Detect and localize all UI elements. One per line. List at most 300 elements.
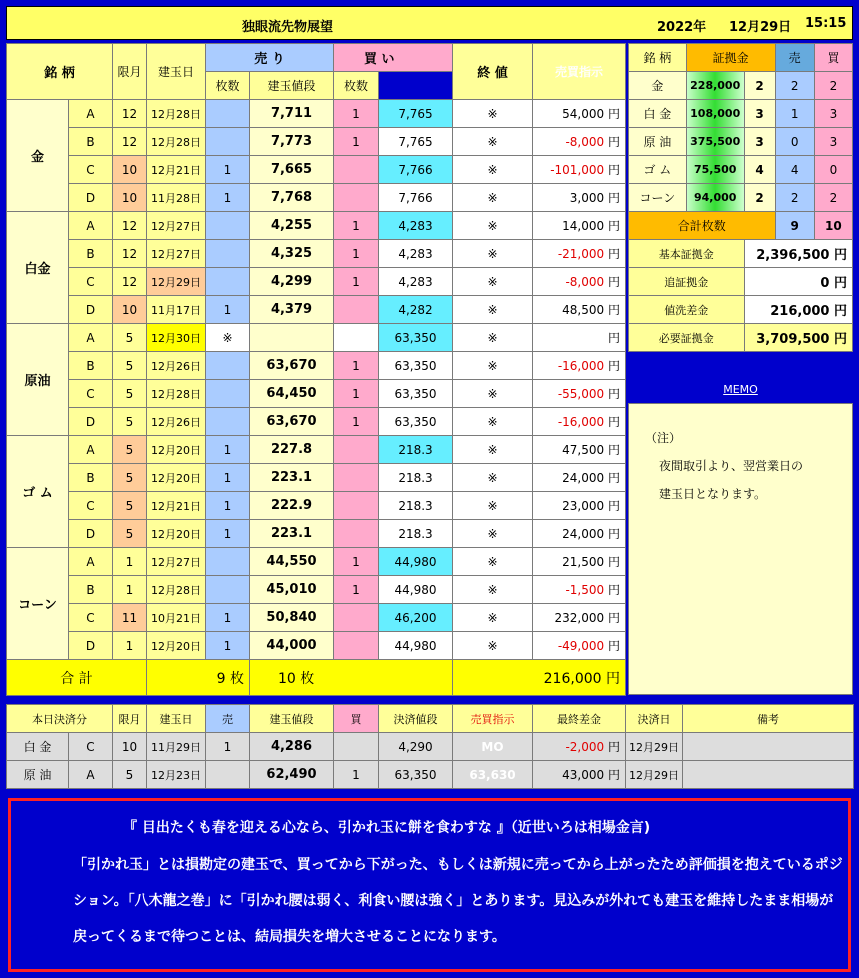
sell-qty: 1 — [206, 296, 250, 324]
buy-qty — [334, 324, 379, 352]
signal-cell: ※ — [453, 436, 533, 464]
settle-buy: 1 — [334, 761, 379, 789]
margin-name: ゴ ム — [629, 156, 687, 184]
settle-signal: 63,630 — [453, 761, 533, 789]
buy-qty: 1 — [334, 128, 379, 156]
page-title: 独眼流先物展望 — [242, 20, 334, 35]
mark-to-market: -8,000 円 — [533, 268, 626, 296]
entry-date: 10月21日 — [147, 604, 206, 632]
sell-qty — [206, 576, 250, 604]
signal-cell: ※ — [453, 576, 533, 604]
mark-to-market: -16,000 円 — [533, 352, 626, 380]
margin-table — [628, 43, 853, 352]
contract-code: A — [69, 324, 113, 352]
contract-month: 12 — [113, 128, 147, 156]
summary-row — [629, 324, 853, 352]
margin-row — [629, 72, 853, 100]
margin-sell: 4 — [775, 156, 814, 184]
settle-day: 12月29日 — [626, 761, 683, 789]
entry-price: 7,773 — [250, 128, 334, 156]
contract-code: C — [69, 604, 113, 632]
mark-to-market: 47,500 円 — [533, 436, 626, 464]
close-price: 63,350 — [379, 380, 453, 408]
commodity-name: 原油 — [7, 324, 69, 436]
commodity-name: ゴ ム — [7, 436, 69, 548]
position-row — [7, 212, 626, 240]
settle-col-header: 売買指示 — [453, 705, 533, 733]
contract-month: 5 — [113, 464, 147, 492]
settle-note — [683, 733, 854, 761]
settle-sell: 1 — [206, 733, 250, 761]
buy-qty: 1 — [334, 380, 379, 408]
summary-row — [629, 240, 853, 268]
margin-buy: 0 — [814, 156, 852, 184]
contract-month: 5 — [113, 520, 147, 548]
col-signal: 売買指示 — [533, 44, 626, 100]
margin-amount: 75,500 — [686, 156, 744, 184]
position-row — [7, 296, 626, 324]
settle-col-header: 決済日 — [626, 705, 683, 733]
buy-qty: 1 — [334, 268, 379, 296]
total-label: 合 計 — [7, 660, 147, 696]
margin-hdr-name: 銘 柄 — [629, 44, 687, 72]
settle-date: 12月23日 — [147, 761, 206, 789]
summary-value: 0 円 — [744, 268, 852, 296]
margin-lots: 2 — [744, 72, 775, 100]
settle-diff: -2,000 円 — [533, 733, 626, 761]
settle-price: 4,286 — [250, 733, 334, 761]
sell-qty: 1 — [206, 156, 250, 184]
entry-price: 50,840 — [250, 604, 334, 632]
total-sell: 9 枚 — [147, 660, 250, 696]
settle-col-header: 買 — [334, 705, 379, 733]
entry-price: 7,768 — [250, 184, 334, 212]
mark-to-market: 24,000 円 — [533, 520, 626, 548]
memo-link[interactable]: MEMO — [628, 379, 853, 403]
margin-lots: 2 — [744, 184, 775, 212]
margin-name: 金 — [629, 72, 687, 100]
sell-qty — [206, 212, 250, 240]
settle-price: 62,490 — [250, 761, 334, 789]
time-label: 15:15 — [805, 16, 847, 31]
margin-row — [629, 184, 853, 212]
buy-qty: 1 — [334, 576, 379, 604]
close-price: 44,980 — [379, 548, 453, 576]
buy-qty — [334, 296, 379, 324]
buy-qty — [334, 156, 379, 184]
position-row — [7, 380, 626, 408]
entry-date: 12月27日 — [147, 212, 206, 240]
sell-qty: 1 — [206, 520, 250, 548]
contract-code: B — [69, 576, 113, 604]
signal-cell: ※ — [453, 520, 533, 548]
mark-to-market: 23,000 円 — [533, 492, 626, 520]
entry-date: 12月20日 — [147, 436, 206, 464]
margin-amount: 108,000 — [686, 100, 744, 128]
summary-label: 値洗差金 — [629, 296, 745, 324]
settle-col-header: 限月 — [113, 705, 147, 733]
settle-close: 63,350 — [379, 761, 453, 789]
settle-col-header: 売 — [206, 705, 250, 733]
mark-to-market: -8,000 円 — [533, 128, 626, 156]
contract-month: 5 — [113, 408, 147, 436]
close-price: 218.3 — [379, 492, 453, 520]
margin-sell: 0 — [775, 128, 814, 156]
margin-hdr-sell: 売 — [775, 44, 814, 72]
entry-price: 63,670 — [250, 352, 334, 380]
signal-cell: ※ — [453, 296, 533, 324]
margin-buy: 3 — [814, 100, 852, 128]
contract-month: 5 — [113, 492, 147, 520]
signal-cell: ※ — [453, 464, 533, 492]
entry-price: 4,299 — [250, 268, 334, 296]
memo-line: 夜間取引より、翌営業日の — [659, 459, 804, 473]
settle-col-header: 決済値段 — [379, 705, 453, 733]
close-price: 4,283 — [379, 268, 453, 296]
sell-qty — [206, 380, 250, 408]
margin-hdr-amount: 証拠金 — [686, 44, 775, 72]
summary-value: 216,000 円 — [744, 296, 852, 324]
mark-to-market: 3,000 円 — [533, 184, 626, 212]
mark-to-market: 円 — [533, 324, 626, 352]
close-price: 63,350 — [379, 408, 453, 436]
memo-box — [628, 403, 853, 695]
signal-cell: ※ — [453, 604, 533, 632]
buy-qty — [334, 604, 379, 632]
signal-cell: ※ — [453, 380, 533, 408]
col-uri: 売 り — [206, 44, 334, 72]
signal-cell: ※ — [453, 548, 533, 576]
settlement-table — [6, 704, 854, 789]
mark-to-market: -1,500 円 — [533, 576, 626, 604]
settle-note — [683, 761, 854, 789]
buy-qty — [334, 436, 379, 464]
commodity-name: 金 — [7, 100, 69, 212]
contract-month: 12 — [113, 268, 147, 296]
entry-date: 12月20日 — [147, 520, 206, 548]
mark-to-market: 14,000 円 — [533, 212, 626, 240]
summary-value: 3,709,500 円 — [744, 324, 852, 352]
count-sell: 9 — [775, 212, 814, 240]
signal-cell: ※ — [453, 212, 533, 240]
position-row — [7, 464, 626, 492]
col-owarine: 終 値 — [453, 44, 533, 100]
buy-qty — [334, 520, 379, 548]
signal-cell: ※ — [453, 632, 533, 660]
sell-qty — [206, 352, 250, 380]
entry-date: 12月26日 — [147, 408, 206, 436]
settle-code: C — [69, 733, 113, 761]
contract-code: C — [69, 380, 113, 408]
contract-month: 5 — [113, 324, 147, 352]
position-row — [7, 632, 626, 660]
margin-name: 白 金 — [629, 100, 687, 128]
contract-code: D — [69, 632, 113, 660]
margin-buy: 2 — [814, 184, 852, 212]
settle-name: 白 金 — [7, 733, 69, 761]
sell-qty — [206, 408, 250, 436]
entry-price: 44,000 — [250, 632, 334, 660]
entry-date: 12月27日 — [147, 240, 206, 268]
sell-qty: 1 — [206, 436, 250, 464]
sell-qty: 1 — [206, 604, 250, 632]
entry-date: 12月20日 — [147, 632, 206, 660]
position-row — [7, 184, 626, 212]
buy-qty: 1 — [334, 352, 379, 380]
contract-code: B — [69, 128, 113, 156]
signal-cell: ※ — [453, 324, 533, 352]
col-maisu-buy: 枚数 — [334, 72, 379, 100]
contract-month: 5 — [113, 380, 147, 408]
contract-month: 1 — [113, 548, 147, 576]
position-row — [7, 548, 626, 576]
buy-qty — [334, 492, 379, 520]
contract-code: D — [69, 408, 113, 436]
quote-box — [8, 798, 851, 972]
contract-month: 5 — [113, 436, 147, 464]
entry-date: 12月26日 — [147, 352, 206, 380]
buy-qty — [334, 632, 379, 660]
entry-date: 12月20日 — [147, 464, 206, 492]
mark-to-market: 24,000 円 — [533, 464, 626, 492]
col-maisu-sell: 枚数 — [206, 72, 250, 100]
entry-price: 63,670 — [250, 408, 334, 436]
contract-month: 12 — [113, 240, 147, 268]
sell-qty — [206, 268, 250, 296]
close-price: 7,766 — [379, 156, 453, 184]
entry-price: 223.1 — [250, 520, 334, 548]
margin-buy: 3 — [814, 128, 852, 156]
position-row — [7, 128, 626, 156]
entry-price: 4,379 — [250, 296, 334, 324]
position-row — [7, 436, 626, 464]
contract-month: 11 — [113, 604, 147, 632]
settle-col-header: 建玉日 — [147, 705, 206, 733]
margin-amount: 375,500 — [686, 128, 744, 156]
margin-sell: 2 — [775, 72, 814, 100]
entry-date: 12月28日 — [147, 576, 206, 604]
contract-code: B — [69, 464, 113, 492]
signal-cell: ※ — [453, 128, 533, 156]
summary-label: 追証拠金 — [629, 268, 745, 296]
close-price: 4,283 — [379, 240, 453, 268]
signal-cell: ※ — [453, 240, 533, 268]
settle-sell — [206, 761, 250, 789]
contract-code: D — [69, 296, 113, 324]
close-price: 63,350 — [379, 324, 453, 352]
close-price: 63,350 — [379, 352, 453, 380]
buy-qty: 1 — [334, 100, 379, 128]
contract-code: C — [69, 492, 113, 520]
quote-title: 『 目出たくも春を迎える心なら、引かれ玉に餅を食わすな 』（近世いろは相場金言) — [123, 820, 651, 836]
mark-to-market: -16,000 円 — [533, 408, 626, 436]
sell-qty: 1 — [206, 492, 250, 520]
entry-price: 222.9 — [250, 492, 334, 520]
buy-qty: 1 — [334, 212, 379, 240]
entry-date: 11月17日 — [147, 296, 206, 324]
summary-value: 2,396,500 円 — [744, 240, 852, 268]
signal-cell: ※ — [453, 352, 533, 380]
entry-price: 7,665 — [250, 156, 334, 184]
signal-cell: ※ — [453, 408, 533, 436]
mark-to-market: 54,000 円 — [533, 100, 626, 128]
settle-month: 5 — [113, 761, 147, 789]
sell-qty — [206, 128, 250, 156]
total-diff: 216,000 円 — [453, 660, 626, 696]
contract-code: B — [69, 240, 113, 268]
contract-month: 12 — [113, 100, 147, 128]
position-row — [7, 492, 626, 520]
buy-qty: 1 — [334, 548, 379, 576]
memo-line: 建玉日となります。 — [659, 487, 767, 501]
close-price: 7,765 — [379, 100, 453, 128]
commodity-name: 白金 — [7, 212, 69, 324]
contract-code: A — [69, 212, 113, 240]
position-row — [7, 100, 626, 128]
settle-row — [7, 761, 854, 789]
contract-code: A — [69, 436, 113, 464]
settle-col-header: 最終差金 — [533, 705, 626, 733]
entry-date: 11月28日 — [147, 184, 206, 212]
margin-sell: 2 — [775, 184, 814, 212]
mark-to-market: -21,000 円 — [533, 240, 626, 268]
settle-signal: MO — [453, 733, 533, 761]
signal-cell: ※ — [453, 184, 533, 212]
entry-date: 12月21日 — [147, 492, 206, 520]
sell-qty — [206, 548, 250, 576]
close-price: 4,283 — [379, 212, 453, 240]
contract-month: 5 — [113, 352, 147, 380]
title-bar — [6, 6, 853, 40]
close-price: 218.3 — [379, 436, 453, 464]
position-row — [7, 156, 626, 184]
col-tateneda: 建玉値段 — [250, 72, 334, 100]
position-row — [7, 604, 626, 632]
mark-to-market: -101,000 円 — [533, 156, 626, 184]
close-price: 218.3 — [379, 520, 453, 548]
close-price: 44,980 — [379, 576, 453, 604]
summary-row — [629, 268, 853, 296]
close-price: 4,282 — [379, 296, 453, 324]
position-row — [7, 268, 626, 296]
contract-code: C — [69, 268, 113, 296]
entry-price: 64,450 — [250, 380, 334, 408]
buy-qty — [334, 184, 379, 212]
entry-date: 12月28日 — [147, 128, 206, 156]
signal-cell: ※ — [453, 492, 533, 520]
signal-cell: ※ — [453, 156, 533, 184]
contract-code: B — [69, 352, 113, 380]
entry-price: 45,010 — [250, 576, 334, 604]
margin-name: 原 油 — [629, 128, 687, 156]
margin-lots: 4 — [744, 156, 775, 184]
col-tatebi: 建玉日 — [147, 44, 206, 100]
col-kai: 買 い — [334, 44, 453, 72]
margin-row — [629, 128, 853, 156]
signal-cell: ※ — [453, 100, 533, 128]
entry-date: 12月29日 — [147, 268, 206, 296]
count-buy: 10 — [814, 212, 852, 240]
settle-code: A — [69, 761, 113, 789]
entry-price: 4,325 — [250, 240, 334, 268]
buy-qty — [334, 464, 379, 492]
mark-to-market: 21,500 円 — [533, 548, 626, 576]
settle-diff: 43,000 円 — [533, 761, 626, 789]
close-price: 7,766 — [379, 184, 453, 212]
position-row — [7, 408, 626, 436]
entry-price: 4,255 — [250, 212, 334, 240]
position-row — [7, 520, 626, 548]
position-row — [7, 324, 626, 352]
settle-month: 10 — [113, 733, 147, 761]
count-label: 合計枚数 — [629, 212, 776, 240]
commodity-name: コーン — [7, 548, 69, 660]
total-buy: 10 枚 — [250, 660, 453, 696]
sell-qty: 1 — [206, 184, 250, 212]
settle-buy — [334, 733, 379, 761]
margin-sell: 1 — [775, 100, 814, 128]
contract-code: A — [69, 548, 113, 576]
contract-month: 10 — [113, 184, 147, 212]
contract-month: 1 — [113, 632, 147, 660]
entry-date: 12月27日 — [147, 548, 206, 576]
quote-body: 「引かれ玉」とは損勘定の建玉で、買ってから下がった、もしくは新規に売ってから上がったため評価損を抱えているポジション。「八木龍之巻」に「引かれ腰は弱く、利食い腰は強く」とあります。見込みが外れても建玉を維持したまま相場が戻ってくるまで待つことは、結局損失を増大させることになります。 — [73, 857, 843, 945]
contract-month: 10 — [113, 156, 147, 184]
summary-row — [629, 296, 853, 324]
position-row — [7, 576, 626, 604]
entry-date: 12月21日 — [147, 156, 206, 184]
settle-day: 12月29日 — [626, 733, 683, 761]
sell-qty — [206, 240, 250, 268]
mark-to-market: 48,500 円 — [533, 296, 626, 324]
entry-price: 223.1 — [250, 464, 334, 492]
buy-qty: 1 — [334, 240, 379, 268]
summary-label: 基本証拠金 — [629, 240, 745, 268]
entry-price — [250, 324, 334, 352]
contract-code: D — [69, 184, 113, 212]
close-price: 46,200 — [379, 604, 453, 632]
margin-amount: 94,000 — [686, 184, 744, 212]
col-meigara: 銘 柄 — [7, 44, 113, 100]
settle-name: 原 油 — [7, 761, 69, 789]
settle-col-header: 備考 — [683, 705, 854, 733]
close-price: 218.3 — [379, 464, 453, 492]
contract-month: 12 — [113, 212, 147, 240]
entry-date: 12月30日 — [147, 324, 206, 352]
signal-cell: ※ — [453, 268, 533, 296]
mark-to-market: -55,000 円 — [533, 380, 626, 408]
date-label: 12月29日 — [729, 20, 792, 35]
contract-month: 10 — [113, 296, 147, 324]
contract-code: A — [69, 100, 113, 128]
settle-col-header: 建玉値段 — [250, 705, 334, 733]
sell-qty: ※ — [206, 324, 250, 352]
position-row — [7, 240, 626, 268]
sell-qty: 1 — [206, 632, 250, 660]
buy-qty: 1 — [334, 408, 379, 436]
summary-label: 必要証拠金 — [629, 324, 745, 352]
contract-code: C — [69, 156, 113, 184]
sell-qty: 1 — [206, 464, 250, 492]
close-price: 44,980 — [379, 632, 453, 660]
close-price: 7,765 — [379, 128, 453, 156]
entry-price: 44,550 — [250, 548, 334, 576]
margin-row — [629, 156, 853, 184]
entry-date: 12月28日 — [147, 100, 206, 128]
entry-price: 7,711 — [250, 100, 334, 128]
mark-to-market: -49,000 円 — [533, 632, 626, 660]
col-gengetsu: 限月 — [113, 44, 147, 100]
